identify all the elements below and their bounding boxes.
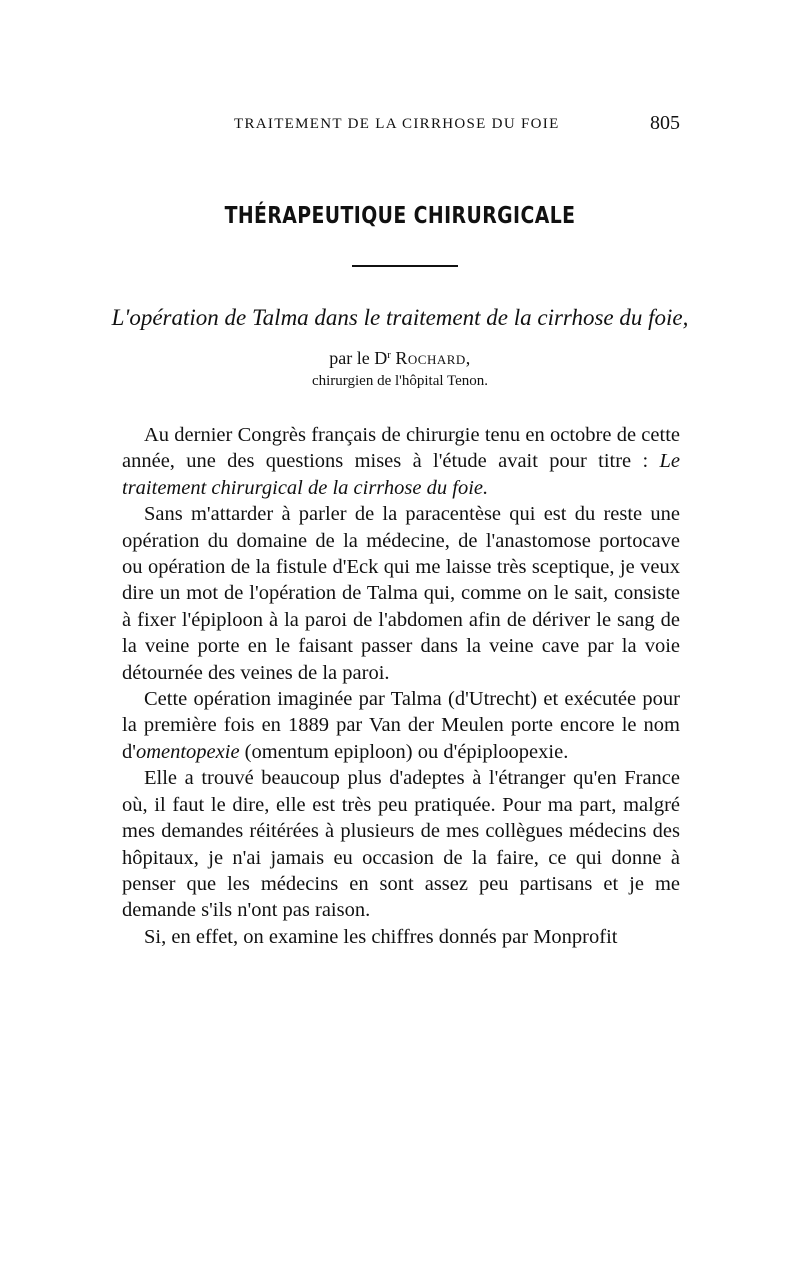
paragraph-3-text-before: Cette opération imaginée par Talma (d'Utrecht) et exécutée pour la première fois en 1889 par Van der Meulen porte encore le nom d' [122, 688, 680, 763]
title-divider-rule [352, 265, 458, 267]
author-byline [0, 348, 800, 369]
author-name: Rochard, [395, 348, 471, 368]
author-affiliation: chirurgien de l'hôpital Tenon. [311, 373, 489, 389]
paragraph-1-italic-title: Le traitement chirurgical de la cirrhose du foie. [122, 450, 680, 499]
paragraph-3 [122, 686, 680, 765]
running-title: TRAITEMENT DE LA CIRRHOSE DU FOIE [234, 116, 560, 132]
section-title: THÉRAPEUTIQUE CHIRURGICALE [224, 203, 576, 229]
paragraph-3-text-after: (omentum epiploon) ou d'épiploopexie. [239, 740, 569, 763]
paragraph-2: Sans m'attarder à parler de la paracentèse qui est du reste une opération du domaine de la médecine, de l'anastomose portocave ou opération de la fistule d'Eck qui me laisse très sceptique, je veux dire un mot de l'opération de Talma qui, comme on le sait, consiste à fixer l'épiploon à la paroi de l'abdomen afin de dériver le sang de la veine porte en le faisant passer dans la veine cave par la voie détournée des veines de la paroi. [122, 503, 680, 684]
paragraph-1 [122, 422, 680, 501]
byline-superscript: r [387, 349, 391, 361]
article-title: L'opération de Talma dans le traitement de la cirrhose du foie, [111, 305, 689, 330]
article-body [122, 422, 680, 950]
paragraph-3-italic-term: omentopexie [135, 740, 240, 763]
paragraph-4: Elle a trouvé beaucoup plus d'adeptes à l'étranger qu'en France où, il faut le dire, elle est très peu pratiquée. Pour ma part, malgré mes demandes réitérées à plusieurs de mes collègues médecins des hôpitaux, je n'ai jamais eu occasion de la faire, ce qui donne à penser que les médecins en sont assez peu partisans et je me demande s'ils n'ont pas raison. [122, 767, 680, 922]
page-number: 805 [650, 112, 680, 134]
byline-prefix: par le D [329, 348, 388, 368]
running-header [122, 112, 680, 142]
paragraph-1-text: Au dernier Congrès français de chirurgie tenu en octobre de cette année, une des questions mises à l'étude avait pour titre : [122, 424, 680, 473]
paragraph-5: Si, en effet, on examine les chiffres donnés par Monprofit [144, 925, 618, 948]
